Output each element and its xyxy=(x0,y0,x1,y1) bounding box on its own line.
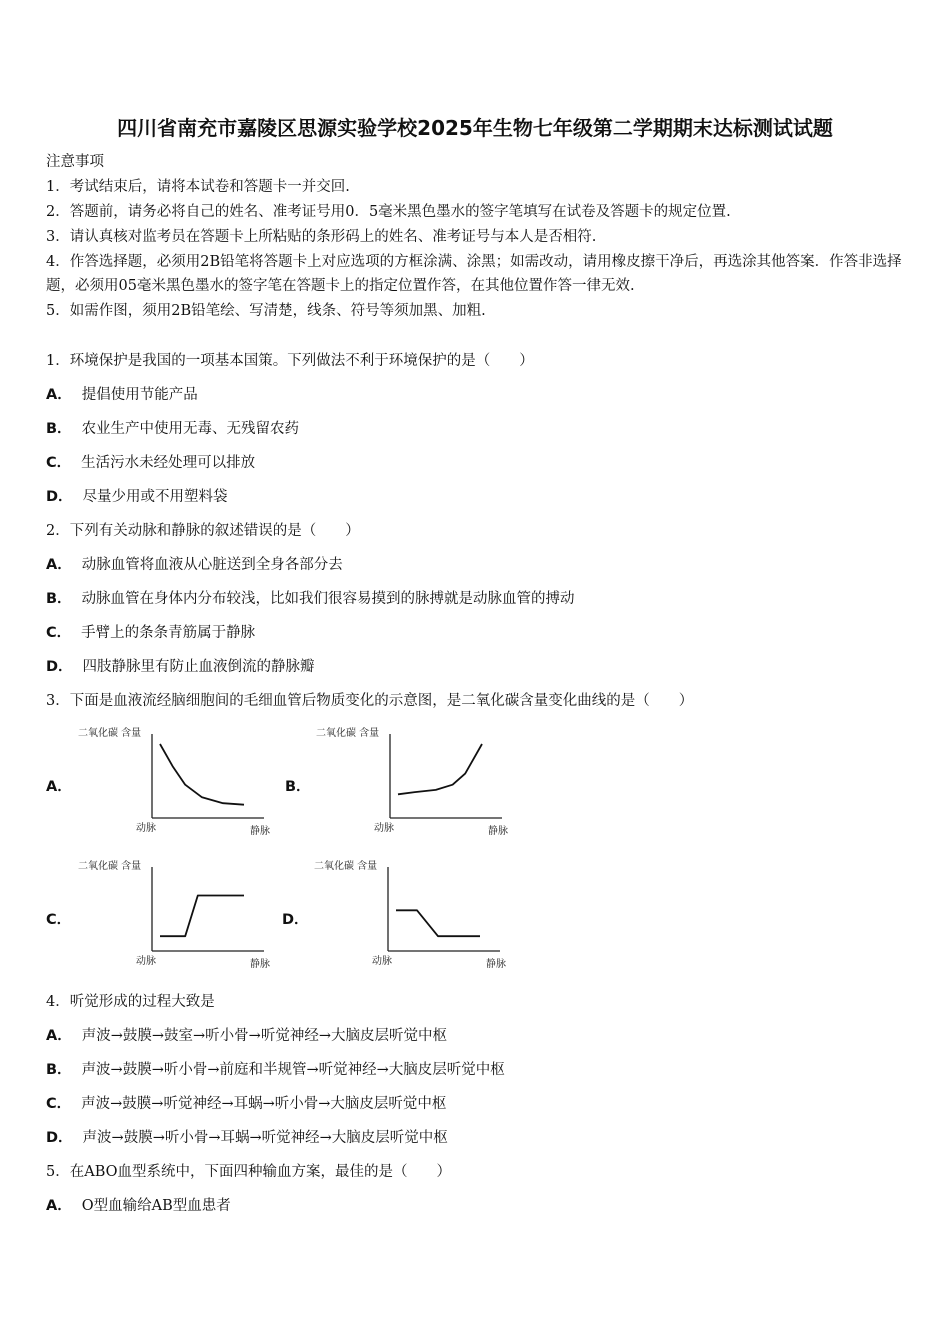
co2-chart-d xyxy=(314,855,509,973)
option-text: 手臂上的条条青筋属于静脉 xyxy=(81,625,256,641)
x-axis-end-label: 静脉 xyxy=(250,959,270,970)
option-label: B． xyxy=(46,1062,72,1078)
x-axis-start-label: 动脉 xyxy=(374,823,394,834)
option-row xyxy=(46,487,228,507)
notice-item: 3．请认真核对监考员在答题卡上所粘贴的条形码上的姓名、准考证号与本人是否相符. xyxy=(46,229,597,245)
y-axis-label: 二氧化碳 含量 xyxy=(314,861,378,872)
option-row xyxy=(46,385,198,405)
option-text: 提倡使用节能产品 xyxy=(81,387,198,403)
option-row xyxy=(46,623,255,643)
option-text: 尽量少用或不用塑料袋 xyxy=(82,489,228,505)
co2-chart-a xyxy=(78,722,268,840)
page-title: 四川省南充市嘉陵区思源实验学校2025年生物七年级第二学期期末达标测试试题 xyxy=(117,116,833,140)
chart-option-label: C． xyxy=(46,912,72,928)
y-axis-label: 二氧化碳 含量 xyxy=(78,861,142,872)
chart-option-label: D． xyxy=(282,912,309,928)
option-row xyxy=(46,1094,446,1114)
x-axis-start-label: 动脉 xyxy=(136,823,156,834)
notice-heading: 注意事项 xyxy=(46,154,104,170)
notice-item: 2．答题前，请务必将自己的姓名、准考证号用0．5毫米黑色墨水的签字笔填写在试卷及答题卡的规定位置. xyxy=(46,204,731,220)
x-axis-start-label: 动脉 xyxy=(372,956,392,967)
notice-item: 4．作答选择题，必须用2B铅笔将答题卡上对应选项的方框涂满、涂黑；如需改动，请用橡皮擦干净后，再选涂其他答案．作答非选择题，必须用05毫米黑色墨水的签字笔在答题卡上的指定位置作答，在其他位置作答一律无效. xyxy=(46,254,902,294)
option-row xyxy=(46,1128,448,1148)
option-label: C． xyxy=(46,1096,72,1112)
question-stem: 4．听觉形成的过程大致是 xyxy=(46,994,215,1010)
y-axis-label: 二氧化碳 含量 xyxy=(78,728,142,739)
chart-option-label: A． xyxy=(46,779,72,795)
option-label: A． xyxy=(46,387,72,403)
question-stem: 5．在ABO血型系统中，下面四种输血方案，最佳的是（ ） xyxy=(46,1164,452,1180)
co2-curve xyxy=(160,744,244,805)
option-label: B． xyxy=(46,591,72,607)
question-stem: 3．下面是血液流经脑细胞间的毛细血管后物质变化的示意图，是二氧化碳含量变化曲线的是（ ） xyxy=(46,693,694,709)
option-text: 声波→鼓膜→听小骨→前庭和半规管→听觉神经→大脑皮层听觉中枢 xyxy=(81,1062,505,1078)
option-row xyxy=(46,453,255,473)
x-axis-end-label: 静脉 xyxy=(486,959,506,970)
x-axis-start-label: 动脉 xyxy=(136,956,156,967)
notice-item: 5．如需作图，须用2B铅笔绘、写清楚，线条、符号等须加黑、加粗. xyxy=(46,303,486,319)
option-label: C． xyxy=(46,455,72,471)
option-label: D． xyxy=(46,659,73,675)
option-row xyxy=(46,419,299,439)
co2-chart-c xyxy=(78,855,268,973)
option-label: C． xyxy=(46,625,72,641)
option-label: A． xyxy=(46,1028,72,1044)
option-text: O型血输给AB型血患者 xyxy=(81,1198,231,1214)
option-text: 声波→鼓膜→听小骨→耳蜗→听觉神经→大脑皮层听觉中枢 xyxy=(82,1130,448,1146)
option-row xyxy=(46,1026,447,1046)
option-row xyxy=(46,657,315,677)
option-label: A． xyxy=(46,1198,72,1214)
option-row xyxy=(46,589,575,609)
x-axis-end-label: 静脉 xyxy=(488,826,508,837)
y-axis-label: 二氧化碳 含量 xyxy=(316,728,380,739)
co2-curve xyxy=(398,744,482,794)
option-label: A． xyxy=(46,557,72,573)
question-stem: 1．环境保护是我国的一项基本国策。下列做法不利于环境保护的是（ ） xyxy=(46,353,534,369)
option-text: 动脉血管在身体内分布较浅，比如我们很容易摸到的脉搏就是动脉血管的搏动 xyxy=(81,591,575,607)
option-label: D． xyxy=(46,489,73,505)
option-text: 动脉血管将血液从心脏送到全身各部分去 xyxy=(81,557,343,573)
co2-curve xyxy=(396,910,480,936)
chart-option-label: B． xyxy=(285,779,311,795)
option-text: 声波→鼓膜→听觉神经→耳蜗→听小骨→大脑皮层听觉中枢 xyxy=(81,1096,447,1112)
co2-chart-b xyxy=(316,722,511,840)
notice-item: 1．考试结束后，请将本试卷和答题卡一并交回. xyxy=(46,179,350,195)
option-row xyxy=(46,555,343,575)
option-text: 生活污水未经处理可以排放 xyxy=(81,455,256,471)
co2-curve xyxy=(160,896,244,937)
question-stem: 2．下列有关动脉和静脉的叙述错误的是（ ） xyxy=(46,523,360,539)
option-text: 农业生产中使用无毒、无残留农药 xyxy=(81,421,300,437)
option-label: B． xyxy=(46,421,72,437)
option-row xyxy=(46,1196,231,1216)
option-text: 声波→鼓膜→鼓室→听小骨→听觉神经→大脑皮层听觉中枢 xyxy=(81,1028,447,1044)
option-row xyxy=(46,1060,505,1080)
option-label: D． xyxy=(46,1130,73,1146)
option-text: 四肢静脉里有防止血液倒流的静脉瓣 xyxy=(82,659,315,675)
x-axis-end-label: 静脉 xyxy=(250,826,270,837)
